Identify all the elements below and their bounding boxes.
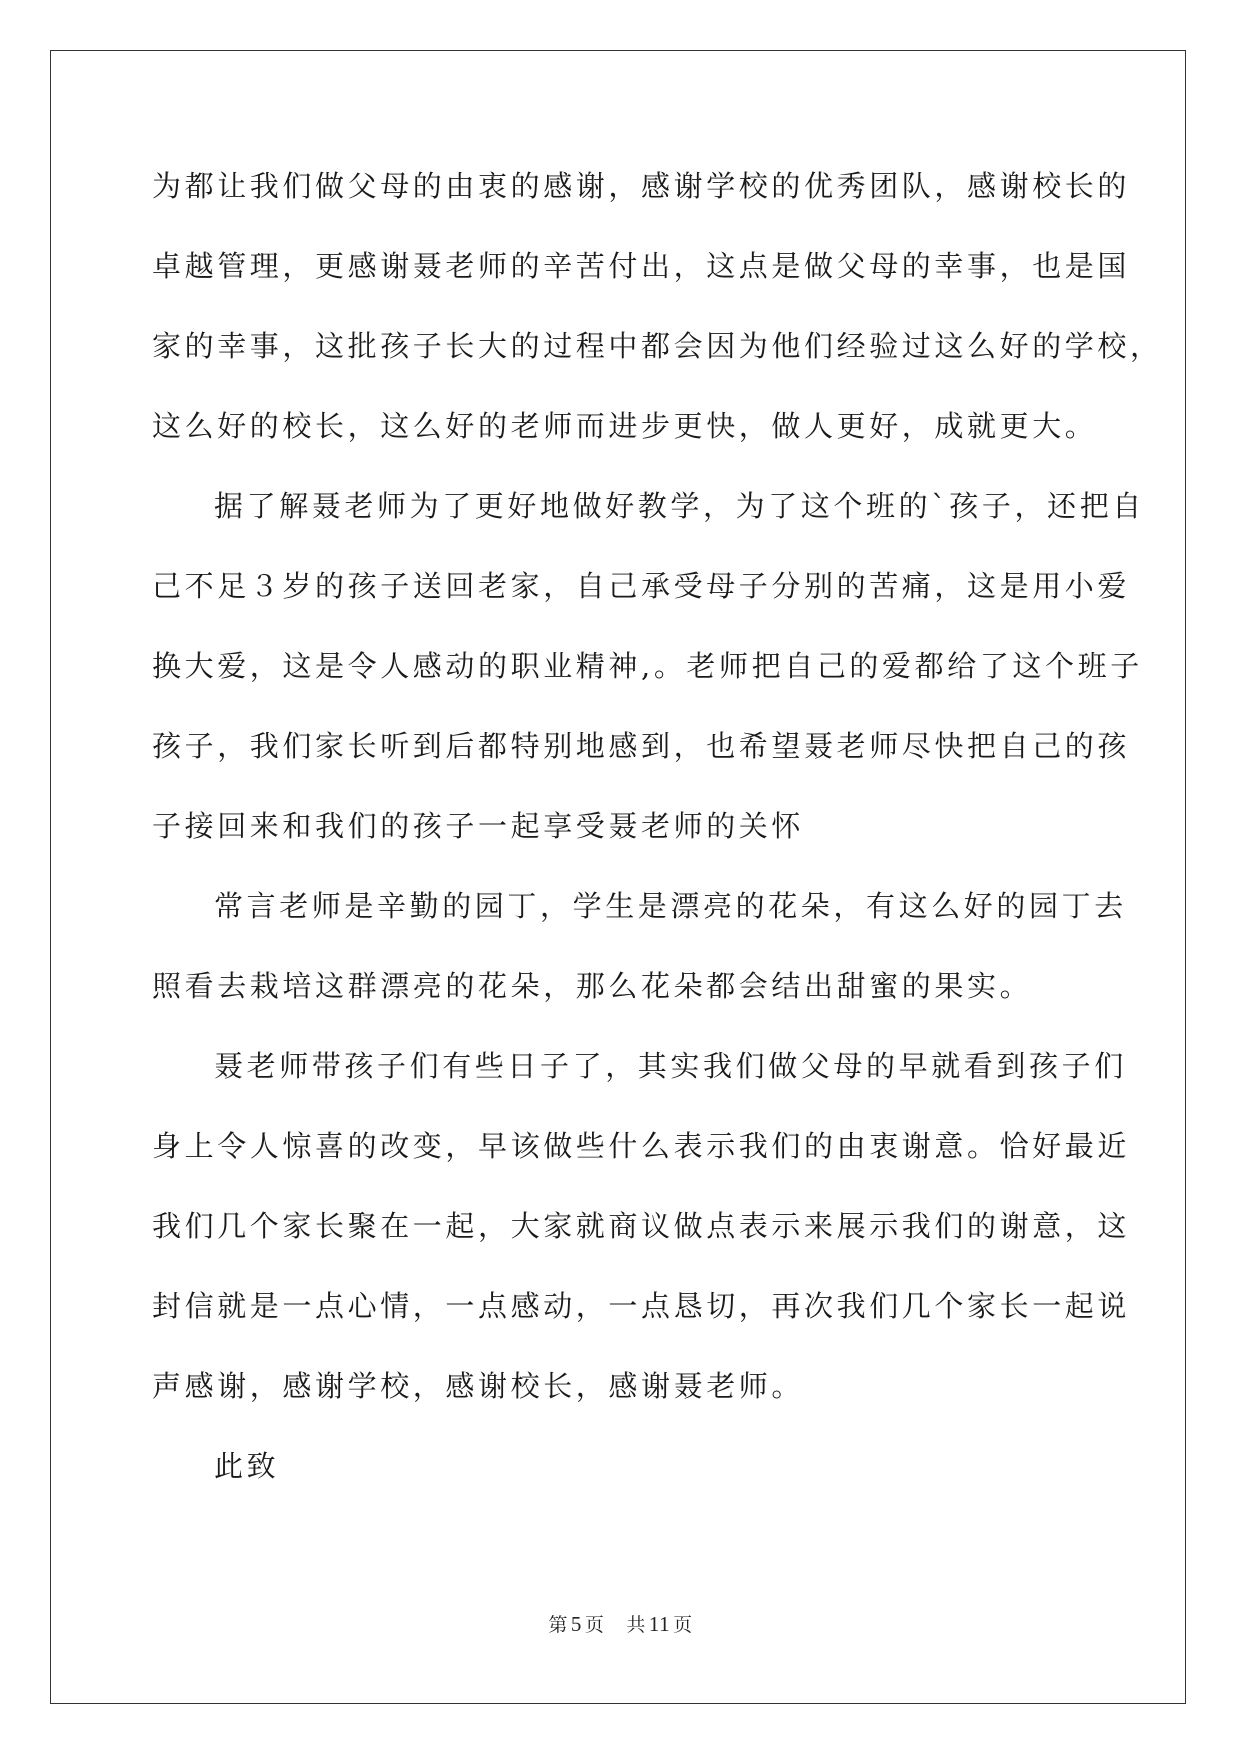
text-line: 我们几个家长聚在一起，大家就商议做点表示来展示我们的谢意，这 [152,1209,1131,1243]
paragraph-first-line: 据了解聂老师为了更好地做好教学，为了这个班的`孩子，还把自 [214,489,1145,523]
total-pages: 11 [648,1612,671,1636]
text-line: 照看去栽培这群漂亮的花朵，那么花朵都会结出甜蜜的果实。 [152,969,1033,1003]
text-line: 孩子，我们家长听到后都特别地感到，也希望聂老师尽快把自己的孩 [152,729,1131,763]
page-number: 5 [570,1612,582,1636]
page-footer [0,1610,1241,1637]
page-suffix: 页 [584,1614,605,1636]
page-prefix: 第 [548,1614,568,1636]
paragraph-first-line: 常言老师是辛勤的园丁，学生是漂亮的花朵，有这么好的园丁去 [214,889,1127,923]
text-line: 封信就是一点心情，一点感动，一点恳切，再次我们几个家长一起说 [152,1289,1131,1323]
total-suffix: 页 [673,1614,693,1636]
text-line: 家的幸事，这批孩子长大的过程中都会因为他们经验过这么好的学校， [152,329,1163,363]
document-body [152,160,1163,1520]
text-line: 声感谢，感谢学校，感谢校长，感谢聂老师。 [152,1369,805,1403]
text-line: 这么好的校长，这么好的老师而进步更快，做人更好，成就更大。 [152,409,1098,443]
text-line: 卓越管理，更感谢聂老师的辛苦付出，这点是做父母的幸事，也是国 [152,249,1131,283]
text-line: 身上令人惊喜的改变，早该做些什么表示我们的由衷谢意。恰好最近 [152,1129,1131,1163]
total-prefix: 共 [626,1614,646,1636]
closing-salutation: 此致 [214,1449,280,1483]
text-line: 换大爱，这是令人感动的职业精神,。老师把自己的爱都给了这个班子 [152,649,1143,683]
paragraph-first-line: 聂老师带孩子们有些日子了，其实我们做父母的早就看到孩子们 [214,1049,1127,1083]
text-line: 为都让我们做父母的由衷的感谢，感谢学校的优秀团队，感谢校长的 [152,169,1131,203]
text-line: 子接回来和我们的孩子一起享受聂老师的关怀 [152,809,805,843]
text-line: 己不足３岁的孩子送回老家，自己承受母子分别的苦痛，这是用小爱 [152,569,1131,603]
